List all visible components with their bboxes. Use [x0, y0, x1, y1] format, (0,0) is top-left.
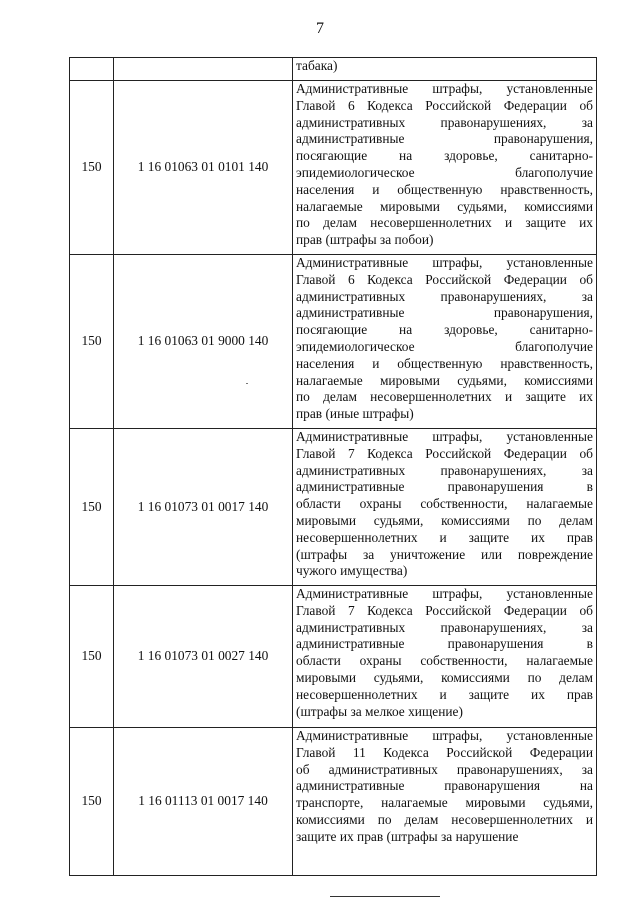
table-body	[70, 58, 597, 876]
income-name-line: Главой 7 Кодекса Российской Федерации об	[296, 602, 593, 618]
income-name-line: административных правонарушениях, за	[296, 462, 593, 478]
admin-code-cell: 150	[70, 429, 114, 586]
income-name-line: области охраны собственности, налагаемые	[296, 653, 593, 669]
table-row	[70, 58, 597, 81]
admin-code-cell: 150	[70, 255, 114, 429]
income-name-line: административные правонарушения в	[296, 479, 593, 495]
income-name-line: посягающие на здоровье, санитарно-	[296, 148, 593, 164]
income-name-line: административные правонарушения,	[296, 131, 593, 147]
income-name-line: Административные штрафы, установленные	[296, 255, 593, 270]
income-name-line: населения и общественную нравственность,	[296, 181, 593, 197]
admin-code-cell: 150	[70, 81, 114, 255]
income-name-line: эпидемиологическое благополучие	[296, 164, 593, 180]
income-name-cell	[293, 429, 597, 586]
income-name-line: об административных правонарушениях, за	[296, 761, 593, 777]
classification-code-cell: 1 16 01073 01 0017 140	[114, 429, 293, 586]
classification-code-cell: 1 16 01063 01 0101 140	[114, 81, 293, 255]
admin-code-cell: 150	[70, 728, 114, 876]
income-name-line: транспорте, налагаемые мировыми судьями,	[296, 795, 593, 811]
income-name-line: области охраны собственности, налагаемые	[296, 496, 593, 512]
income-name-line: посягающие на здоровье, санитарно-	[296, 322, 593, 338]
income-name-line: защите их прав (штрафы за нарушение	[296, 828, 519, 844]
page-number: 7	[316, 20, 324, 37]
table-row	[70, 728, 597, 876]
income-name-line: табака)	[296, 58, 338, 73]
income-name-line: Главой 11 Кодекса Российской Федерации	[296, 744, 593, 760]
income-name-line: чужого имущества)	[296, 563, 408, 579]
income-name-line: (штрафы за мелкое хищение)	[296, 703, 463, 719]
table-row	[70, 255, 597, 429]
income-name-cell	[293, 58, 597, 81]
admin-code-cell: 150	[70, 586, 114, 728]
admin-code-cell	[70, 58, 114, 81]
classification-code-cell: 1 16 01073 01 0027 140	[114, 586, 293, 728]
income-name-line: налагаемые мировыми судьями, комиссиями	[296, 372, 593, 388]
income-name-line: административных правонарушениях, за	[296, 619, 593, 635]
income-name-cell	[293, 255, 597, 429]
bottom-rule	[330, 896, 440, 897]
income-name-line: налагаемые мировыми судьями, комиссиями	[296, 198, 593, 214]
income-name-line: Главой 6 Кодекса Российской Федерации об	[296, 271, 593, 287]
income-name-line: Административные штрафы, установленные	[296, 728, 593, 743]
classification-code-cell: 1 16 01063 01 9000 140	[114, 255, 293, 429]
income-name-line: мировыми судьями, комиссиями по делам	[296, 669, 593, 685]
table-row	[70, 81, 597, 255]
income-name-cell	[293, 81, 597, 255]
income-name-line: административных правонарушениях, за	[296, 114, 593, 130]
income-name-line: мировыми судьями, комиссиями по делам	[296, 512, 593, 528]
income-name-line: Главой 7 Кодекса Российской Федерации об	[296, 445, 593, 461]
income-name-line: по делам несовершеннолетних и защите их	[296, 389, 593, 405]
income-name-line: Административные штрафы, установленные	[296, 81, 593, 96]
table-row	[70, 586, 597, 728]
income-name-line: Административные штрафы, установленные	[296, 429, 593, 444]
income-name-line: прав (штрафы за побои)	[296, 232, 434, 248]
income-name-cell	[293, 728, 597, 876]
income-name-line: прав (иные штрафы)	[296, 406, 414, 422]
income-name-line: по делам несовершеннолетних и защите их	[296, 215, 593, 231]
income-name-cell	[293, 586, 597, 728]
table-row	[70, 429, 597, 586]
income-name-line: комиссиями по делам несовершеннолетних и	[296, 811, 593, 827]
income-name-line: (штрафы за уничтожение или повреждение	[296, 546, 593, 562]
income-name-line: эпидемиологическое благополучие	[296, 338, 593, 354]
classification-code-cell: 1 16 01113 01 0017 140	[114, 728, 293, 876]
budget-classification-table	[69, 57, 597, 876]
income-name-line: Главой 6 Кодекса Российской Федерации об	[296, 97, 593, 113]
income-name-line: административные правонарушения на	[296, 778, 593, 794]
classification-code-cell	[114, 58, 293, 81]
income-name-line: Административные штрафы, установленные	[296, 586, 593, 601]
income-name-line: административные правонарушения,	[296, 305, 593, 321]
income-name-line: административных правонарушениях, за	[296, 288, 593, 304]
income-name-line: несовершеннолетних и защите их прав	[296, 686, 593, 702]
income-name-line: административные правонарушения в	[296, 636, 593, 652]
income-name-line: населения и общественную нравственность,	[296, 355, 593, 371]
scan-speck	[246, 383, 248, 384]
income-name-line: несовершеннолетних и защите их прав	[296, 529, 593, 545]
